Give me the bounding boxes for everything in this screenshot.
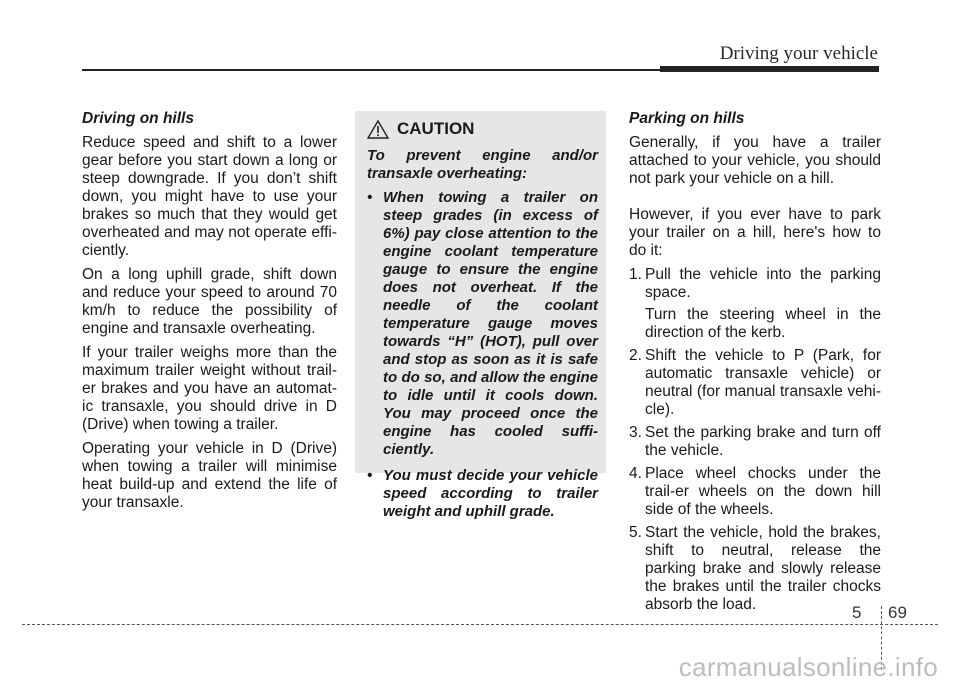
caution-item-text: You must decide your vehicle speed according to trailer weight and uphill grade. <box>383 467 598 520</box>
right-column <box>629 110 881 619</box>
bullet-icon: • <box>367 189 373 206</box>
caution-item <box>367 189 598 459</box>
header-rule-accent <box>660 66 879 72</box>
step-number: 4. <box>629 465 642 482</box>
step-text: Place wheel chocks under the trail-er wheels on the down hill side of the wheels. <box>645 465 881 518</box>
footer-rule <box>22 624 938 625</box>
page-number: 69 <box>888 603 907 622</box>
step-number: 1. <box>629 266 642 283</box>
list-item <box>629 347 881 419</box>
running-header: Driving your vehicle <box>719 43 878 64</box>
step-text: Start the vehicle, hold the brakes, shift to neutral, release the parking brake and slowly release the brakes until the trailer chocks absorb the load. <box>645 524 881 613</box>
list-item <box>629 524 881 614</box>
caution-header <box>367 119 598 139</box>
paragraph: On a long uphill grade, shift down and reduce your speed to around 70 km/h to reduce the possibility of engine and transaxle overheating. <box>82 266 337 337</box>
caution-box <box>355 111 606 520</box>
paragraph: However, if you ever have to park your trailer on a hill, here's how to do it: <box>629 206 881 259</box>
caution-item-text: When towing a trailer on steep grades (in excess of 6%) pay close attention to the engine coolant temperature gauge to ensure the engine does not overheat. If the needle of the coolant temperature gauge moves towards “H” (HOT), pull over and stop as soon as it is safe to do so, and allow the engine to idle until it cools down. You may proceed once the engine has cooled suffi-ciently. <box>383 189 598 458</box>
step-number: 2. <box>629 347 642 364</box>
caution-intro: To prevent engine and/or transaxle overheating: <box>367 147 598 182</box>
header-rule <box>82 69 662 71</box>
paragraph: Operating your vehicle in D (Drive) when towing a trailer will minimise heat build-up and extend the life of your transaxle. <box>82 440 337 511</box>
caution-item <box>367 467 598 521</box>
watermark: carmanualsonline.info <box>678 652 938 682</box>
list-item <box>629 465 881 519</box>
warning-triangle-icon <box>367 120 389 139</box>
step-text: Set the parking brake and turn off the vehicle. <box>645 424 881 459</box>
step-number: 3. <box>629 424 642 441</box>
bullet-icon: • <box>367 467 373 484</box>
step-text: Shift the vehicle to P (Park, for automatic transaxle vehicle) or neutral (for manual transaxle vehi-cle). <box>645 347 881 418</box>
list-item <box>629 266 881 342</box>
paragraph: Generally, if you have a trailer attached to your vehicle, you should not park your vehicle on a hill. <box>629 134 881 187</box>
section-heading-driving-on-hills: Driving on hills <box>82 110 194 127</box>
chapter-number: 5 <box>852 603 862 622</box>
step-subtext: Turn the steering wheel in the direction of the kerb. <box>645 306 881 341</box>
caution-list <box>367 189 598 521</box>
list-item <box>629 424 881 460</box>
parking-steps-list <box>629 266 881 614</box>
caution-title: CAUTION <box>397 119 475 138</box>
section-heading-parking-on-hills: Parking on hills <box>629 110 745 127</box>
paragraph: If your trailer weighs more than the maximum trailer weight without trail-er brakes and you have an automat-ic transaxle, you should drive in D (Drive) when towing a trailer. <box>82 344 337 433</box>
step-text: Pull the vehicle into the parking space. <box>645 266 881 301</box>
left-column <box>82 110 337 518</box>
paragraph: Reduce speed and shift to a lower gear before you start down a long or steep downgrade. If you don’t shift down, you might have to use your brakes so much that they would get overheated and may not operate effi-ciently. <box>82 134 337 259</box>
step-number: 5. <box>629 524 642 541</box>
